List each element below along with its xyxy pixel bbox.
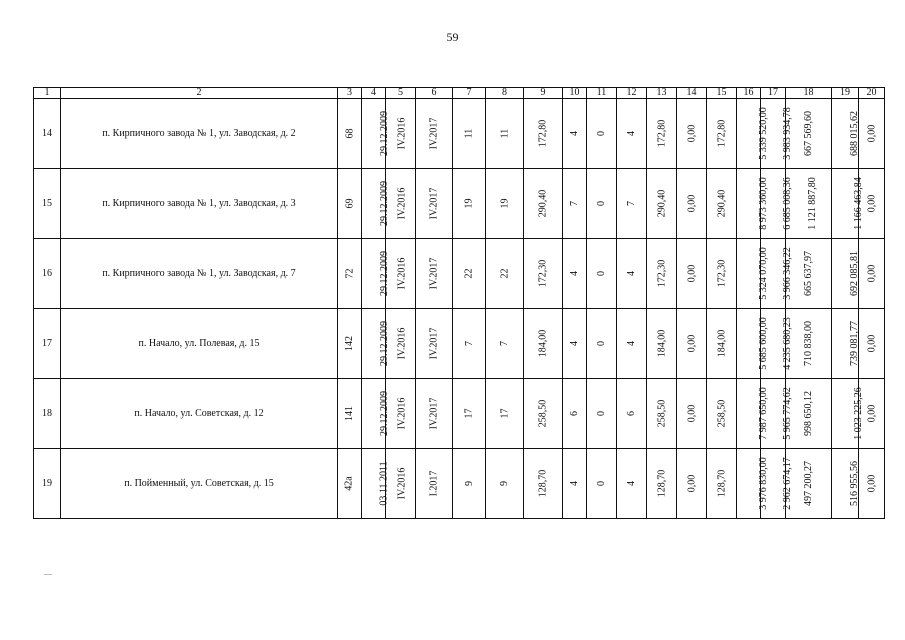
table-row: [34, 309, 885, 379]
table-cell: 7: [617, 169, 647, 239]
table-cell: 68: [338, 99, 362, 169]
table-cell: 9: [453, 449, 486, 519]
table-cell: 0: [587, 309, 617, 379]
col-header: 3: [338, 88, 362, 99]
table-cell: 172,80: [524, 99, 563, 169]
table-cell: 665 637,97: [786, 239, 832, 309]
col-header: 20: [859, 88, 885, 99]
table-cell: 22: [453, 239, 486, 309]
row-number: 18: [34, 379, 61, 449]
row-number: 14: [34, 99, 61, 169]
table-cell: 6: [563, 379, 587, 449]
table-cell: 4 235 680,23: [761, 309, 786, 379]
table-cell: 4: [617, 239, 647, 309]
table-cell: 7 987 650,00: [737, 379, 761, 449]
table-cell: 5 965 774,62: [761, 379, 786, 449]
col-header: 17: [761, 88, 786, 99]
col-header: 8: [486, 88, 524, 99]
table-row: [34, 239, 885, 309]
table-cell: 290,40: [647, 169, 677, 239]
table-cell: 4: [563, 239, 587, 309]
table-cell: 290,40: [524, 169, 563, 239]
table-cell: 19: [486, 169, 524, 239]
table-cell: 184,00: [707, 309, 737, 379]
table-cell: 5 685 600,00: [737, 309, 761, 379]
col-header: 5: [386, 88, 416, 99]
table-cell: 172,80: [707, 99, 737, 169]
table-cell: 692 085,81: [832, 239, 859, 309]
row-number: 19: [34, 449, 61, 519]
table-cell: 3 976 830,00: [737, 449, 761, 519]
table-cell: 184,00: [524, 309, 563, 379]
table-cell: 11: [453, 99, 486, 169]
table-cell: 72: [338, 239, 362, 309]
table-row: [34, 379, 885, 449]
address-cell: п. Кирпичного завода № 1, ул. Заводская, д. 2: [61, 99, 338, 169]
table-cell: 03.11.2011: [362, 449, 386, 519]
table-cell: 0,00: [677, 449, 707, 519]
table-cell: 19: [453, 169, 486, 239]
table-cell: 258,50: [707, 379, 737, 449]
table-cell: 0,00: [859, 99, 885, 169]
table-cell: 42а: [338, 449, 362, 519]
table-cell: 0,00: [677, 99, 707, 169]
table-cell: 6: [617, 379, 647, 449]
address-cell: п. Начало, ул. Полевая, д. 15: [61, 309, 338, 379]
table-row: [34, 169, 885, 239]
table-cell: 0: [587, 99, 617, 169]
column-number-row: [34, 88, 885, 99]
col-header: 6: [416, 88, 453, 99]
table-cell: 128,70: [524, 449, 563, 519]
table-cell: 172,30: [524, 239, 563, 309]
table-cell: 667 569,60: [786, 99, 832, 169]
table-cell: 4: [563, 309, 587, 379]
table-cell: 998 650,12: [786, 379, 832, 449]
table-cell: 29.12.2009: [362, 239, 386, 309]
table-cell: 29.12.2009: [362, 169, 386, 239]
table-cell: 172,80: [647, 99, 677, 169]
table-cell: 516 955,56: [832, 449, 859, 519]
table-cell: IV.2016: [386, 379, 416, 449]
table-cell: 258,50: [524, 379, 563, 449]
table-cell: 0,00: [859, 379, 885, 449]
col-header: 4: [362, 88, 386, 99]
table-cell: 8 973 360,00: [737, 169, 761, 239]
table-row: [34, 99, 885, 169]
table-row: [34, 449, 885, 519]
table-cell: 0,00: [859, 309, 885, 379]
table-cell: 1 121 887,80: [786, 169, 832, 239]
table-cell: 7: [563, 169, 587, 239]
table-cell: 290,40: [707, 169, 737, 239]
table-cell: IV.2016: [386, 169, 416, 239]
table-cell: 0,00: [859, 239, 885, 309]
col-header: 19: [832, 88, 859, 99]
table-cell: 7: [453, 309, 486, 379]
table-cell: 0,00: [677, 239, 707, 309]
table-cell: 5 324 070,00: [737, 239, 761, 309]
row-number: 16: [34, 239, 61, 309]
table-cell: 0,00: [677, 379, 707, 449]
table-cell: 22: [486, 239, 524, 309]
col-header: 11: [587, 88, 617, 99]
table-cell: 2 962 674,17: [761, 449, 786, 519]
table-cell: 4: [617, 309, 647, 379]
table-cell: 184,00: [647, 309, 677, 379]
table-cell: 7: [486, 309, 524, 379]
table-cell: 497 200,27: [786, 449, 832, 519]
address-cell: п. Начало, ул. Советская, д. 12: [61, 379, 338, 449]
table-cell: 3 966 346,22: [761, 239, 786, 309]
table-cell: 11: [486, 99, 524, 169]
table-cell: 258,50: [647, 379, 677, 449]
table-cell: IV.2017: [416, 169, 453, 239]
table-cell: IV.2017: [416, 239, 453, 309]
table-cell: 128,70: [707, 449, 737, 519]
col-header: 2: [61, 88, 338, 99]
table-cell: 172,30: [707, 239, 737, 309]
table-cell: 29.12.2009: [362, 379, 386, 449]
col-header: 1: [34, 88, 61, 99]
table-cell: 0,00: [677, 169, 707, 239]
address-cell: п. Кирпичного завода № 1, ул. Заводская, д. 3: [61, 169, 338, 239]
address-cell: п. Пойменный, ул. Советская, д. 15: [61, 449, 338, 519]
table-cell: IV.2016: [386, 449, 416, 519]
table-cell: 29.12.2009: [362, 309, 386, 379]
col-header: 9: [524, 88, 563, 99]
table-cell: 141: [338, 379, 362, 449]
table-cell: 17: [453, 379, 486, 449]
row-number: 15: [34, 169, 61, 239]
table-cell: 9: [486, 449, 524, 519]
address-cell: п. Кирпичного завода № 1, ул. Заводская, д. 7: [61, 239, 338, 309]
table-cell: 0: [587, 239, 617, 309]
col-header: 15: [707, 88, 737, 99]
table-cell: 0,00: [859, 169, 885, 239]
table-cell: 0: [587, 449, 617, 519]
table-cell: 6 685 008,36: [761, 169, 786, 239]
table-cell: 29.12.2009: [362, 99, 386, 169]
scan-mark: [44, 574, 52, 575]
col-header: 13: [647, 88, 677, 99]
table-cell: 0: [587, 169, 617, 239]
table-cell: 5 339 520,00: [737, 99, 761, 169]
table-cell: 0,00: [859, 449, 885, 519]
table-cell: 4: [563, 99, 587, 169]
table-cell: IV.2016: [386, 239, 416, 309]
col-header: 16: [737, 88, 761, 99]
table-cell: IV.2016: [386, 99, 416, 169]
table-cell: 4: [563, 449, 587, 519]
col-header: 10: [563, 88, 587, 99]
table-cell: 128,70: [647, 449, 677, 519]
table-cell: 4: [617, 99, 647, 169]
col-header: 18: [786, 88, 832, 99]
table-cell: 4: [617, 449, 647, 519]
table-cell: 0,00: [677, 309, 707, 379]
table-cell: IV.2017: [416, 309, 453, 379]
table-cell: IV.2016: [386, 309, 416, 379]
table-cell: 3 983 934,78: [761, 99, 786, 169]
table-cell: 1 023 225,26: [832, 379, 859, 449]
page-number: 59: [446, 30, 459, 44]
table-cell: IV.2017: [416, 379, 453, 449]
table-cell: 0: [587, 379, 617, 449]
table-cell: IV.2017: [416, 99, 453, 169]
table-cell: I.2017: [416, 449, 453, 519]
col-header: 14: [677, 88, 707, 99]
housing-program-table: [33, 87, 885, 519]
table-cell: 142: [338, 309, 362, 379]
table-cell: 17: [486, 379, 524, 449]
table-cell: 69: [338, 169, 362, 239]
table-cell: 688 015,62: [832, 99, 859, 169]
table-cell: 172,30: [647, 239, 677, 309]
col-header: 7: [453, 88, 486, 99]
row-number: 17: [34, 309, 61, 379]
col-header: 12: [617, 88, 647, 99]
table-cell: 1 166 463,84: [832, 169, 859, 239]
table-cell: 710 838,00: [786, 309, 832, 379]
table-cell: 739 081,77: [832, 309, 859, 379]
